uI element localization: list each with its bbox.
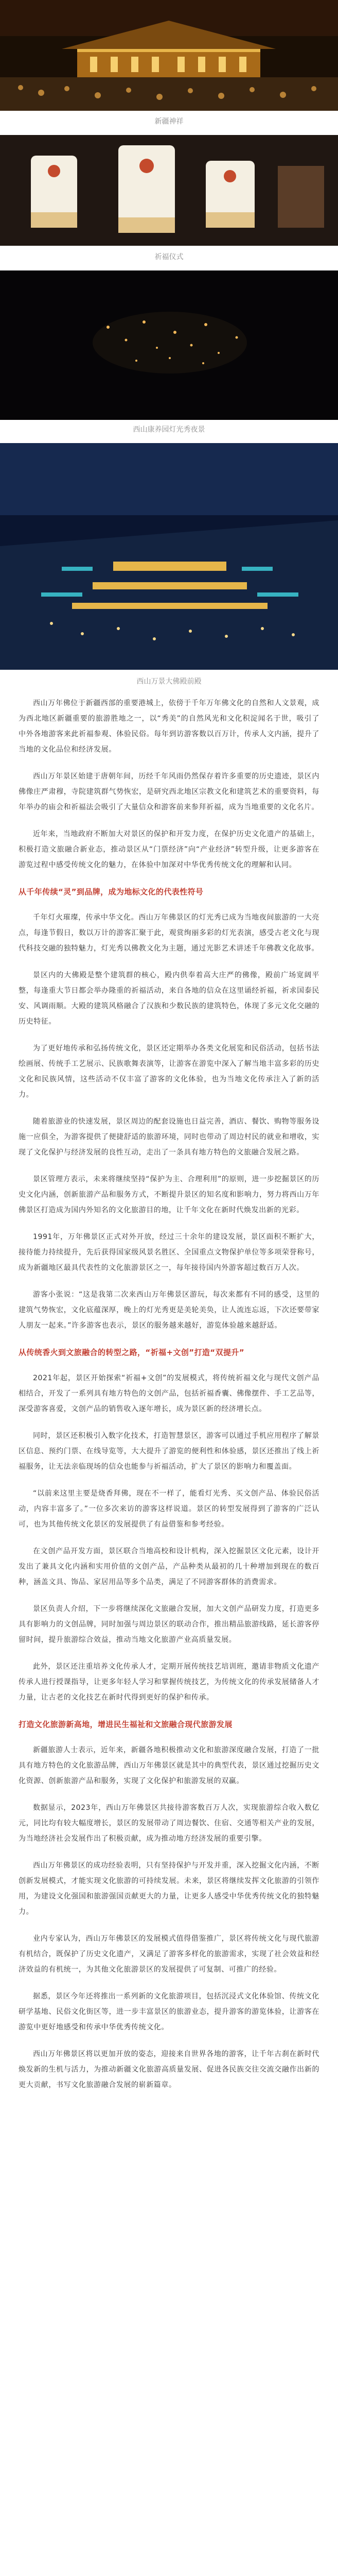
article-paragraph: 此外，景区还注重培养文化传承人才，定期开展传统技艺培训班，邀请非物质文化遗产传承人进行授课指导，让更多年轻人学习和掌握传统技艺，为传统文化的传承发展储备人才力量，让古老的文化技艺在新时代得到更好的保护和传承。 bbox=[19, 1663, 319, 1702]
article-paragraph: 据悉，景区今年还将推出一系列新的文化旅游项目，包括沉浸式文化体验馆、传统文化研学基地、民俗文化街区等，进一步丰富景区的旅游业态，提升游客的游览体验，让游客在游览中更好地感受和传承中华优秀传统文化。 bbox=[19, 1992, 319, 2031]
section-heading-2: 从传统香火到文旅融合的转型之路，“祈福+文创”打造“双提升” bbox=[19, 1348, 245, 1357]
lantern-prayer-photo bbox=[0, 135, 338, 246]
article-paragraph: 景区内的大佛殿是整个建筑群的核心，殿内供奉着高大庄严的佛像，殿前广场宽阔平整，每逢重大节日都会举办隆重的祈福活动，来自各地的信众在这里诵经祈福，祈求国泰民安、风调雨顺。大殿的建筑风格融合了汉族和少数民族的建筑特色，体现了多元文化交融的历史特征。 bbox=[19, 971, 319, 1026]
section-heading-1: 从千年传续“灵”到品牌，成为地标文化的代表性符号 bbox=[19, 887, 204, 896]
photo-caption-3: 西山康养园灯光秀夜景 bbox=[133, 426, 205, 434]
article-paragraph: 景区管理方表示，未来将继续坚持“保护为主、合理利用”的原则，进一步挖掘景区的历史文化内涵，创新旅游产品和服务方式，不断提升景区的知名度和影响力，努力将西山万年佛景区打造成为国内外知名的文化旅游目的地，让千年文化在新时代焕发出新的光彩。 bbox=[19, 1175, 319, 1214]
section-heading-3: 打造文化旅游新高地，增进民生福祉和文旅融合现代旅游发展 bbox=[19, 1720, 233, 1729]
article-paragraph: 西山万年佛位于新疆西部的重要港城上，依傍于千年万年佛文化的自然和人文景观，成为西北地区新疆重要的旅游胜地之一，以“秀美”的自然风光和文化积淀闻名于世，吸引了中外各地游客来此祈福参观、体验民俗。每年到访游客数以百万计，传承人文内涵，提升了当地的文化品位和经济发展。 bbox=[19, 699, 319, 754]
article-paragraph: 游客小张说：“这是我第二次来西山万年佛景区游玩，每次来都有不同的感受，这里的建筑气势恢宏，文化底蕴深厚，晚上的灯光秀更是美轮美奂，让人流连忘返，下次还要带家人朋友一起来。”许多游客也表示，景区的服务越来越好，游览体验越来越舒适。 bbox=[19, 1291, 319, 1330]
article-paragraph: 业内专家认为，西山万年佛景区的发展模式值得借鉴推广，景区将传统文化与现代旅游有机结合，既保护了历史文化遗产，又满足了游客多样化的旅游需求，实现了社会效益和经济效益的有机统一，为其他文化旅游景区的发展提供了可复制、可推广的经验。 bbox=[19, 1935, 319, 1974]
article-paragraph: 在文创产品开发方面，景区联合当地高校和设计机构，深入挖掘景区文化元素，设计开发出了兼具文化内涵和实用价值的文创产品，产品种类从最初的几十种增加到现在的数百种，涵盖文具、饰品、家居用品等多个品类，满足了不同游客群体的消费需求。 bbox=[19, 1547, 319, 1586]
photo-caption-2: 祈福仪式 bbox=[154, 253, 184, 261]
article-body bbox=[19, 696, 319, 2104]
photo-caption-1: 新疆神祥 bbox=[154, 117, 184, 126]
article-paragraph: 数据显示，2023年，西山万年佛景区共接待游客数百万人次，实现旅游综合收入数亿元，同比均有较大幅度增长，景区的发展带动了周边餐饮、住宿、交通等相关产业的发展，为当地经济社会发展作出了积极贡献，成为推动地方经济发展的重要引擎。 bbox=[19, 1804, 319, 1843]
article-paragraph: 同时，景区还积极引入数字化技术，打造智慧景区，游客可以通过手机应用程序了解景区信息、预约门票、在线导览等，大大提升了游览的便利性和体验感，景区还推出了线上祈福服务，让无法亲临现场的信众也能参与祈福活动，扩大了景区的影响力和覆盖面。 bbox=[19, 1432, 319, 1471]
article-paragraph: 西山万年景区始建于唐朝年间，历经千年风雨仍然保存着许多重要的历史遗迹，景区内佛像庄严肃穆，寺院建筑群气势恢宏，是研究西北地区宗教文化和建筑艺术的重要资料，每年举办的庙会和祈福法会吸引了大量信众和游客前来参拜祈福，成为当地重要的文化名片。 bbox=[19, 772, 319, 811]
article-paragraph: 近年来，当地政府不断加大对景区的保护和开发力度，在保护历史文化遗产的基础上，积极打造文旅融合新业态，推动景区从“门票经济”向“产业经济”转型升级，让更多游客在游览过程中感受传统文化的魅力，在体验中加深对中华优秀传统文化的理解和认同。 bbox=[19, 830, 319, 869]
night-lanterns-sky-photo bbox=[0, 270, 338, 420]
article-paragraph: 西山万年佛景区的成功经验表明，只有坚持保护与开发并重，深入挖掘文化内涵，不断创新发展模式，才能实现文化旅游的可持续发展。未来，景区将继续发挥文化旅游的引领作用，为建设文化强国和旅游强国贡献更大的力量，让更多人感受中华优秀传统文化的独特魅力。 bbox=[19, 1861, 319, 1916]
article-paragraph: 西山万年佛景区将以更加开放的姿态，迎接来自世界各地的游客，让千年古刹在新时代焕发新的生机与活力，为推动新疆文化旅游高质量发展、促进各民族交往交流交融作出新的更大贡献，书写文化旅游融合发展的崭新篇章。 bbox=[19, 2050, 319, 2089]
article-paragraph: 新疆旅游人士表示，近年来，新疆各地积极推动文化和旅游深度融合发展，打造了一批具有地方特色的文化旅游品牌，西山万年佛景区就是其中的典型代表，景区通过挖掘历史文化资源、创新旅游产品和服务，实现了文化保护和旅游发展的双赢。 bbox=[19, 1746, 319, 1785]
temple-night-crowd-photo bbox=[0, 0, 338, 111]
article-paragraph: 景区负责人介绍，下一步将继续深化文旅融合发展，加大文创产品研发力度，打造更多具有影响力的文创品牌，同时加强与周边景区的联动合作，推出精品旅游线路，延长游客停留时间，提升旅游综合效益，推动当地文化旅游产业高质量发展。 bbox=[19, 1605, 319, 1644]
article-paragraph: 1991年，万年佛景区正式对外开放，经过三十余年的建设发展，景区面积不断扩大，接待能力持续提升，先后获得国家级风景名胜区、全国重点文物保护单位等多项荣誉称号，成为新疆地区最具代表性的文化旅游景区之一，每年接待国内外游客超过数百万人次。 bbox=[19, 1233, 319, 1272]
article-paragraph: 2021年起，景区开始探索“祈福+文创”的发展模式，将传统祈福文化与现代文创产品相结合，开发了一系列具有地方特色的文创产品，包括祈福香囊、佛像摆件、手工艺品等，深受游客喜爱，文创产品的销售收入逐年增长，成为景区新的经济增长点。 bbox=[19, 1374, 319, 1413]
article-paragraph: 千年灯火璀璨，传承中华文化。西山万年佛景区的灯光秀已成为当地夜间旅游的一大亮点，每逢节假日，数以万计的游客汇聚于此，观赏绚丽多彩的灯光表演，感受古老文化与现代科技交融的独特魅力，灯光秀以佛教文化为主题，通过光影艺术讲述千年佛教文化故事。 bbox=[19, 913, 319, 953]
photo-caption-4: 西山万景大佛殿前殿 bbox=[136, 677, 202, 686]
article-paragraph: “以前来这里主要是烧香拜佛，现在不一样了，能看灯光秀、买文创产品、体验民俗活动，内容丰富多了。”一位多次来访的游客这样说道。景区的转型发展得到了游客的广泛认可，也为其他传统文化景区的发展提供了有益借鉴和参考经验。 bbox=[19, 1489, 319, 1529]
aerial-resort-night-photo bbox=[0, 443, 338, 670]
article-paragraph: 为了更好地传承和弘扬传统文化，景区还定期举办各类文化展览和民俗活动，包括书法绘画展、传统手工艺展示、民族歌舞表演等，让游客在游览中深入了解当地丰富多彩的历史文化和民族风情，这些活动不仅丰富了游客的文化体验，也为当地文化传承注入了新的活力。 bbox=[19, 1044, 319, 1099]
article-paragraph: 随着旅游业的快速发展，景区周边的配套设施也日益完善，酒店、餐饮、购物等服务设施一应俱全，为游客提供了便捷舒适的旅游环境，同时也带动了周边村民的就业和增收，实现了文化保护与经济发展的良性互动，走出了一条具有地方特色的文旅融合发展之路。 bbox=[19, 1117, 319, 1157]
